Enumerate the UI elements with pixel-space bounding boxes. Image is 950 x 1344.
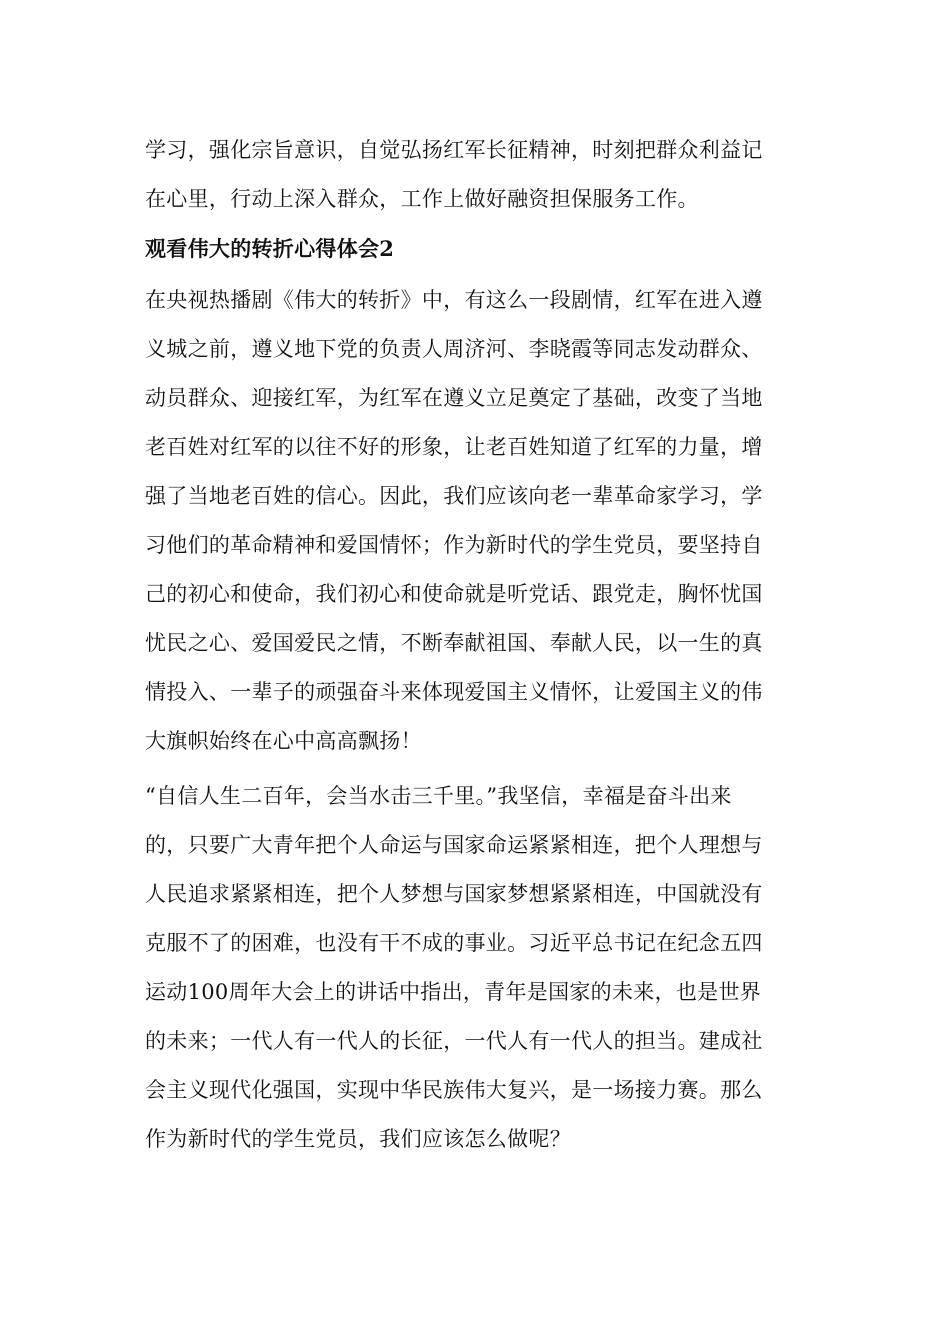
paragraph-line: 强了当地老百姓的信心。因此，我们应该向老一辈革命家学习，学 xyxy=(145,484,763,508)
paragraph-line: 习他们的革命精神和爱国情怀；作为新时代的学生党员，要坚持自 xyxy=(145,533,763,557)
paragraph-line: 的，只要广大青年把个人命运与国家命运紧紧相连，把个人理想与 xyxy=(145,833,763,857)
paragraph-line: 学习，强化宗旨意识，自觉弘扬红军长征精神，时刻把群众利益记 xyxy=(145,138,763,162)
paragraph-line: 己的初心和使命，我们初心和使命就是听党话、跟党走，胸怀忧国 xyxy=(145,582,763,606)
paragraph-line: 忧民之心、爱国爱民之情，不断奉献祖国、奉献人民，以一生的真 xyxy=(145,631,763,655)
paragraph-3 xyxy=(145,772,805,1164)
paragraph-line: 义城之前，遵义地下党的负责人周济河、李晓霞等同志发动群众、 xyxy=(145,337,763,361)
section-heading-text: 观看伟大的转折心得体会2 xyxy=(145,236,395,261)
paragraph-line: 大旗帜始终在心中高高飘扬！ xyxy=(145,729,422,753)
paragraph-line: 在央视热播剧《伟大的转折》中，有这么一段剧情，红军在进入遵 xyxy=(145,288,763,312)
paragraph-line: 在心里，行动上深入群众，工作上做好融资担保服务工作。 xyxy=(145,187,699,211)
paragraph-line: 克服不了的困难，也没有干不成的事业。习近平总书记在纪念五四 xyxy=(145,931,763,955)
paragraph-2 xyxy=(145,276,805,766)
paragraph-line: 动员群众、迎接红军，为红军在遵义立足奠定了基础，改变了当地 xyxy=(145,386,763,410)
paragraph-1 xyxy=(145,126,805,224)
paragraph-line: 会主义现代化强国，实现中华民族伟大复兴，是一场接力赛。那么 xyxy=(145,1078,763,1102)
paragraph-line: “自信人生二百年，会当水击三千里。”我坚信，幸福是奋斗出来 xyxy=(145,784,732,808)
section-heading xyxy=(145,224,805,273)
paragraph-line: 的未来；一代人有一代人的长征，一代人有一代人的担当。建成社 xyxy=(145,1029,763,1053)
paragraph-line: 情投入、一辈子的顽强奋斗来体现爱国主义情怀，让爱国主义的伟 xyxy=(145,680,763,704)
paragraph-line: 运动100周年大会上的讲话中指出，青年是国家的未来，也是世界 xyxy=(145,980,762,1004)
paragraph-line: 人民追求紧紧相连，把个人梦想与国家梦想紧紧相连，中国就没有 xyxy=(145,882,763,906)
paragraph-line: 作为新时代的学生党员，我们应该怎么做呢？ xyxy=(145,1127,571,1151)
paragraph-line: 老百姓对红军的以往不好的形象，让老百姓知道了红军的力量，增 xyxy=(145,435,763,459)
